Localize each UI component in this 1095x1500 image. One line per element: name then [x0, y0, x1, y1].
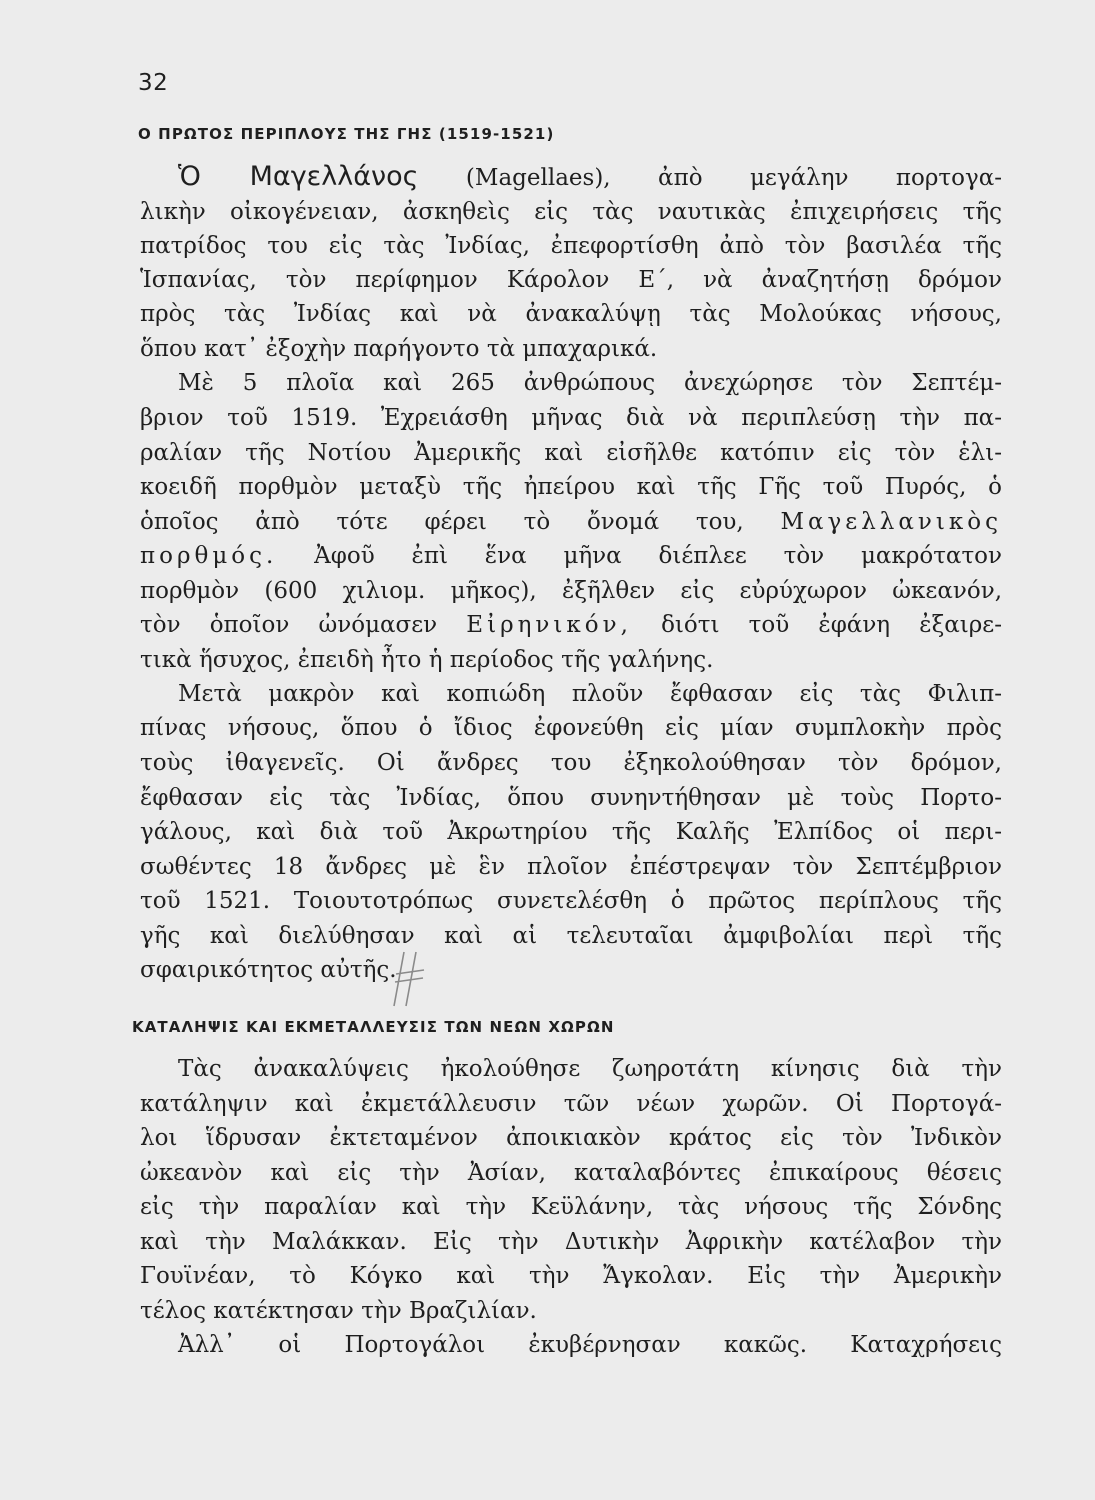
text-line: Τὰς ἀνακαλύψεις ἠκολούθησε ζωηροτάτη κίνησις διὰ τὴν [178, 1056, 1002, 1082]
text-line: ραλίαν τῆς Νοτίου Ἀμερικῆς καὶ εἰσῆλθε κατόπιν εἰς τὸν ἑλι- [140, 440, 1002, 466]
strait-term: πορθμός. [140, 543, 278, 569]
text-line [140, 608, 1002, 642]
text-line: πίνας νήσους, ὅπου ὁ ἴδιος ἐφονεύθη εἰς μίαν συμπλοκὴν πρὸς [140, 715, 1002, 741]
text-segment: διότι τοῦ ἐφάνη ἐξαιρε- [661, 612, 1002, 638]
text-line: ὠκεανὸν καὶ εἰς τὴν Ἀσίαν, καταλαβόντες ἐπικαίρους θέσεις [140, 1160, 1002, 1186]
handwritten-mark [390, 948, 430, 1008]
text-segment: Ἀφοῦ ἐπὶ ἕνα μῆνα διέπλεε τὸν μακρότατον [314, 543, 1003, 569]
text-line: βριον τοῦ 1519. Ἐχρειάσθη μῆνας διὰ νὰ περιπλεύσῃ τὴν πα- [140, 405, 1002, 431]
text-line: τέλος κατέκτησαν τὴν Βραζιλίαν. [140, 1298, 537, 1324]
text-line: πρὸς τὰς Ἰνδίας καὶ νὰ ἀνακαλύψῃ τὰς Μολούκας νήσους, [140, 301, 1002, 327]
text-line: καὶ τὴν Μαλάκκαν. Εἰς τὴν Δυτικὴν Ἀφρικὴν κατέλαβον τὴν [140, 1229, 1002, 1255]
text-line: εἰς τὴν παραλίαν καὶ τὴν Κεϋλάνην, τὰς νήσους τῆς Σόνδης [140, 1194, 1002, 1220]
text-line: σωθέντες 18 ἄνδρες μὲ ἓν πλοῖον ἐπέστρεψαν τὸν Σεπτέμβριον [140, 854, 1002, 880]
text-line: Μετὰ μακρὸν καὶ κοπιώδη πλοῦν ἔφθασαν εἰς τὰς Φιλιπ- [178, 681, 1002, 707]
text-line: τοὺς ἰθαγενεῖς. Οἱ ἄνδρες του ἐξηκολούθησαν τὸν δρόμον, [140, 750, 1002, 776]
magellan-name: Ὁ Μαγελλάνος [178, 161, 419, 192]
text-line: λοι ἵδρυσαν ἐκτεταμένον ἀποικιακὸν κράτος εἰς τὸν Ἰνδικὸν [140, 1125, 1002, 1151]
text-line: ὅπου κατ᾽ ἐξοχὴν παρήγοντο τὰ μπαχαρικά. [140, 336, 658, 362]
text-line: κατάληψιν καὶ ἐκμετάλλευσιν τῶν νέων χωρῶν. Οἱ Πορτογά- [140, 1091, 1002, 1117]
text-segment: (Magellaes), ἀπὸ μεγάλην πορτογα- [465, 165, 1002, 191]
text-line: σφαιρικότητος αὐτῆς. [140, 957, 397, 983]
text-line: τικὰ ἥσυχος, ἐπειδὴ ἦτο ἡ περίοδος τῆς γαλήνης. [140, 647, 714, 673]
text-line [140, 505, 1002, 539]
text-line: Ἀλλ᾽ οἱ Πορτογάλοι ἐκυβέρνησαν κακῶς. Καταχρήσεις [178, 1332, 1002, 1358]
text-line: κοειδῆ πορθμὸν μεταξὺ τῆς ἠπείρου καὶ τῆς Γῆς τοῦ Πυρός, ὁ [140, 474, 1002, 500]
page-number: 32 [138, 70, 169, 96]
text-line [140, 539, 1002, 573]
text-line: Μὲ 5 πλοῖα καὶ 265 ἀνθρώπους ἀνεχώρησε τὸν Σεπτέμ- [178, 370, 1002, 396]
text-segment: τὸν ὁποῖον ὠνόμασεν [140, 612, 438, 638]
text-line: γάλους, καὶ διὰ τοῦ Ἀκρωτηρίου τῆς Καλῆς Ἐλπίδος οἱ περι- [140, 819, 1002, 845]
text-line: γῆς καὶ διελύθησαν καὶ αἱ τελευταῖαι ἀμφιβολίαι περὶ τῆς [140, 923, 1002, 949]
text-line [140, 160, 1002, 195]
text-line: τοῦ 1521. Τοιουτοτρόπως συνετελέσθη ὁ πρῶτος περίπλους τῆς [140, 888, 1002, 914]
text-line: λικὴν οἰκογένειαν, ἀσκηθεὶς εἰς τὰς ναυτικὰς ἐπιχειρήσεις τῆς [140, 199, 1002, 225]
text-line: πατρίδος του εἰς τὰς Ἰνδίας, ἐπεφορτίσθη ἀπὸ τὸν βασιλέα τῆς [140, 233, 1002, 259]
magellan-strait-term: Μαγελλανικὸς [780, 509, 1002, 535]
pacific-term: Εἰρηνικόν, [466, 612, 632, 638]
text-line: Ἱσπανίας, τὸν περίφημον Κάρολον Ε΄, νὰ ἀναζητήσῃ δρόμον [140, 267, 1002, 293]
text-line: πορθμὸν (600 χιλιομ. μῆκος), ἐξῆλθεν εἰς εὐρύχωρον ὠκεανόν, [140, 578, 1002, 604]
text-segment: ὁποῖος ἀπὸ τότε φέρει τὸ ὄνομά του, [140, 509, 744, 535]
section-heading-new-lands: ΚΑΤΑΛΗΨΙΣ ΚΑΙ ΕΚΜΕΤΑΛΛΕΥΣΙΣ ΤΩΝ ΝΕΩΝ ΧΩΡΩΝ [132, 1018, 615, 1036]
text-line: ἔφθασαν εἰς τὰς Ἰνδίας, ὅπου συνηντήθησαν μὲ τοὺς Πορτο- [140, 785, 1002, 811]
text-line: Γουϊνέαν, τὸ Κόγκο καὶ τὴν Ἄγκολαν. Εἰς τὴν Ἀμερικὴν [140, 1263, 1002, 1289]
section-heading-first-circumnavigation: Ο ΠΡΩΤΟΣ ΠΕΡΙΠΛΟΥΣ ΤΗΣ ΓΗΣ (1519-1521) [138, 125, 555, 143]
